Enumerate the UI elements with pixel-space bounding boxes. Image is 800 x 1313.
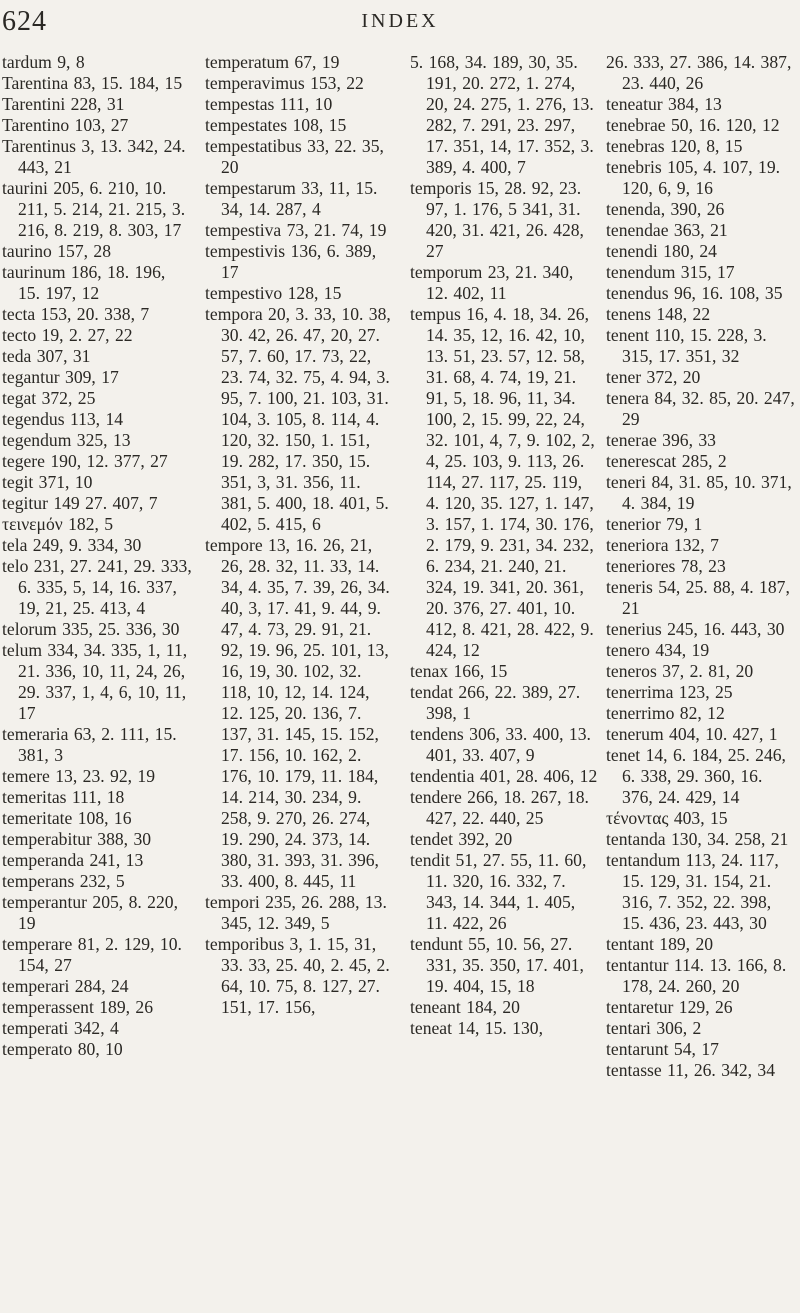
index-entry: tenenda, 390, 26 xyxy=(606,199,725,219)
index-entry: temeraria 63, 2. 111, 15. 381, 3 xyxy=(2,724,177,765)
index-entry: tentanda 130, 34. 258, 21 xyxy=(606,829,789,849)
index-entry: tentandum 113, 24. 117, 15. 129, 31. 154, 21. 316, 7. 352, 22. 398, 15. 436, 23. 443, 30 xyxy=(606,850,779,933)
index-entry: tendit 51, 27. 55, 11. 60, 11. 320, 16. 332, 7. 343, 14. 344, 1. 405, 11. 422, 26 xyxy=(410,850,587,933)
index-entry: temperabitur 388, 30 xyxy=(2,829,152,849)
index-entry: tenerrima 123, 25 xyxy=(606,682,733,702)
index-entry: temperatum 67, 19 xyxy=(205,52,340,72)
index-entry: Tarentino 103, 27 xyxy=(2,115,129,135)
index-entry: tenens 148, 22 xyxy=(606,304,711,324)
index-entry: temperari 284, 24 xyxy=(2,976,129,996)
index-entry: tendat 266, 22. 389, 27. 398, 1 xyxy=(410,682,581,723)
index-column-3 xyxy=(410,52,600,1039)
index-entry: tegantur 309, 17 xyxy=(2,367,119,387)
index-entry: tempestivis 136, 6. 389, 17 xyxy=(205,241,377,282)
index-entry: taurino 157, 28 xyxy=(2,241,112,261)
index-entry: teda 307, 31 xyxy=(2,346,91,366)
index-entry: tentant 189, 20 xyxy=(606,934,714,954)
index-entry: tentarunt 54, 17 xyxy=(606,1039,719,1059)
index-entry: tempestivo 128, 15 xyxy=(205,283,342,303)
index-entry: temporibus 3, 1. 15, 31, 33. 33, 25. 40, 2. 45, 2. 64, 10. 75, 8. 127, 27. 151, 17. 156, xyxy=(205,934,390,1017)
index-entry: telo 231, 27. 241, 29. 333, 6. 335, 5, 14, 16. 337, 19, 21, 25. 413, 4 xyxy=(2,556,192,618)
index-entry: tenendus 96, 16. 108, 35 xyxy=(606,283,783,303)
index-entry: tendere 266, 18. 267, 18. 427, 22. 440, 25 xyxy=(410,787,589,828)
index-entry: telum 334, 34. 335, 1, 11, 21. 336, 10, 11, 24, 26, 29. 337, 1, 4, 6, 10, 11, 17 xyxy=(2,640,188,723)
index-entry: temperavimus 153, 22 xyxy=(205,73,364,93)
index-entry: tegat 372, 25 xyxy=(2,388,96,408)
index-entry: tentantur 114. 13. 166, 8. 178, 24. 260, 20 xyxy=(606,955,787,996)
index-entry: teneriores 78, 23 xyxy=(606,556,726,576)
index-entry: Tarentinus 3, 13. 342, 24. 443, 21 xyxy=(2,136,186,177)
index-entry: taurini 205, 6. 210, 10. 211, 5. 214, 21. 215, 3. 216, 8. 219, 8. 303, 17 xyxy=(2,178,186,240)
index-entry: temere 13, 23. 92, 19 xyxy=(2,766,156,786)
index-entry: tentasse 11, 26. 342, 34 xyxy=(606,1060,776,1080)
index-entry: temperare 81, 2. 129, 10. 154, 27 xyxy=(2,934,182,975)
index-entry: tenera 84, 32. 85, 20. 247, 29 xyxy=(606,388,795,429)
index-entry: tenerae 396, 33 xyxy=(606,430,716,450)
index-entry: tempestiva 73, 21. 74, 19 xyxy=(205,220,387,240)
index-entry: tentari 306, 2 xyxy=(606,1018,702,1038)
index-entry: tardum 9, 8 xyxy=(2,52,85,72)
index-entry: Tarentini 228, 31 xyxy=(2,94,125,114)
index-entry: tempestarum 33, 11, 15. 34, 14. 287, 4 xyxy=(205,178,378,219)
index-entry: teneris 54, 25. 88, 4. 187, 21 xyxy=(606,577,790,618)
index-entry: temeritate 108, 16 xyxy=(2,808,132,828)
index-entry: telorum 335, 25. 336, 30 xyxy=(2,619,180,639)
index-entry: teneat 14, 15. 130, xyxy=(410,1018,543,1038)
index-entry: tempora 20, 3. 33, 10. 38, 30. 42, 26. 47, 20, 27. 57, 7. 60, 17. 73, 22, 23. 74, 32. 75, 4. 94, 3. 95, 7. 100, 21. 103, 31. 104, 3. 105, 8. 114, 4. 120, 32. 150, 1. 151, 19. 282, 17. 350, 15. 351, 3, 31. 356, 11. 381, 5. 400, 18. 401, 5. 402, 5. 415, 6 xyxy=(205,304,391,534)
index-entry: teneant 184, 20 xyxy=(410,997,520,1017)
index-entry: tenent 110, 15. 228, 3. 315, 17. 351, 32 xyxy=(606,325,767,366)
index-column-4 xyxy=(606,52,798,1081)
index-entry: teneri 84, 31. 85, 10. 371, 4. 384, 19 xyxy=(606,472,792,513)
index-entry: 26. 333, 27. 386, 14. 387, 23. 440, 26 xyxy=(606,52,792,93)
index-entry: temperassent 189, 26 xyxy=(2,997,154,1017)
index-entry: tentaretur 129, 26 xyxy=(606,997,733,1017)
index-entry: temperans 232, 5 xyxy=(2,871,125,891)
index-entry: tenebras 120, 8, 15 xyxy=(606,136,743,156)
index-entry: tenebris 105, 4. 107, 19. 120, 6, 9, 16 xyxy=(606,157,781,198)
index-entry: tenax 166, 15 xyxy=(410,661,508,681)
index-entry: tegere 190, 12. 377, 27 xyxy=(2,451,168,471)
index-entry: tecta 153, 20. 338, 7 xyxy=(2,304,150,324)
index-column-1 xyxy=(2,52,192,1060)
index-entry: temporis 15, 28. 92, 23. 97, 1. 176, 5 341, 31. 420, 31. 421, 26. 428, 27 xyxy=(410,178,584,261)
index-entry: temporum 23, 21. 340, 12. 402, 11 xyxy=(410,262,574,303)
index-entry: tenendi 180, 24 xyxy=(606,241,717,261)
index-entry: temperato 80, 10 xyxy=(2,1039,123,1059)
index-entry: tenero 434, 19 xyxy=(606,640,710,660)
index-entry: tener 372, 20 xyxy=(606,367,701,387)
index-entry: 5. 168, 34. 189, 30, 35. 191, 20. 272, 1. 274, 20, 24. 275, 1. 276, 13. 282, 7. 291, 23. 297, 17. 351, 14, 17. 352, 3. 389, 4. 400, 7 xyxy=(410,52,594,177)
index-entry: tela 249, 9. 334, 30 xyxy=(2,535,142,555)
index-entry: teneriora 132, 7 xyxy=(606,535,719,555)
index-entry: temeritas 111, 18 xyxy=(2,787,125,807)
index-entry: temperanda 241, 13 xyxy=(2,850,144,870)
running-head xyxy=(0,2,800,46)
index-entry: tenerescat 285, 2 xyxy=(606,451,727,471)
page-number: 624 xyxy=(2,6,47,37)
index-entry: tendunt 55, 10. 56, 27. 331, 35. 350, 17. 401, 19. 404, 15, 18 xyxy=(410,934,584,996)
index-entry: tenebrae 50, 16. 120, 12 xyxy=(606,115,780,135)
index-entry: tenerum 404, 10. 427, 1 xyxy=(606,724,778,744)
index-entry: temperati 342, 4 xyxy=(2,1018,119,1038)
index-entry: tegendus 113, 14 xyxy=(2,409,124,429)
index-entry: tenerior 79, 1 xyxy=(606,514,703,534)
index-entry: tenerius 245, 16. 443, 30 xyxy=(606,619,785,639)
index-entry: temperantur 205, 8. 220, 19 xyxy=(2,892,178,933)
index-entry: tecto 19, 2. 27, 22 xyxy=(2,325,133,345)
index-entry: tempore 13, 16. 26, 21, 26, 28. 32, 11. 33, 14. 34, 4. 35, 7. 39, 26, 34. 40, 3, 17. 41, 9. 44, 9. 47, 4. 73, 29. 91, 21. 92, 19. 96, 25. 101, 13, 16, 19, 30. 102, 32. 118, 10, 12, 14. 124, 12. 125, 20. 136, 7. 137, 31. 145, 15. 152, 17. 156, 10. 162, 2. 176, 10. 179, 11. 184, 14. 214, 30. 234, 9. 258, 9. 270, 26. 274, 19. 290, 24. 373, 14. 380, 31. 393, 31. 396, 33. 400, 8. 445, 11 xyxy=(205,535,390,891)
index-entry: tendet 392, 20 xyxy=(410,829,513,849)
index-entry: tendens 306, 33. 400, 13. 401, 33. 407, 9 xyxy=(410,724,591,765)
page-title: INDEX xyxy=(361,10,439,32)
index-entry: tendentia 401, 28. 406, 12 xyxy=(410,766,598,786)
index-entry: tempus 16, 4. 18, 34. 26, 14. 35, 12, 16. 42, 10, 13. 51, 23. 57, 12. 58, 31. 68, 4. 74, 19, 21. 91, 5, 18. 96, 11, 34. 100, 2, 15. 99, 22, 24, 32. 101, 4, 7, 9. 102, 2, 4, 25. 103, 9. 113, 26. 114, 27. 117, 25. 119, 4. 120, 35. 127, 1. 147, 3. 157, 1. 174, 30. 176, 2. 179, 9. 231, 34. 232, 6. 234, 21. 240, 21. 324, 19. 341, 20. 361, 20. 376, 27. 401, 10. 412, 8. 421, 28. 422, 9. 424, 12 xyxy=(410,304,595,660)
index-entry: teneatur 384, 13 xyxy=(606,94,722,114)
index-entry: τένοντας 403, 15 xyxy=(606,808,728,828)
index-entry: τεινεμόν 182, 5 xyxy=(2,514,114,534)
index-entry: tegitur 149 27. 407, 7 xyxy=(2,493,158,513)
index-entry: tempestas 111, 10 xyxy=(205,94,333,114)
index-column-2 xyxy=(205,52,395,1018)
index-entry: tenendum 315, 17 xyxy=(606,262,735,282)
index-entry: teneros 37, 2. 81, 20 xyxy=(606,661,754,681)
index-entry: tenendae 363, 21 xyxy=(606,220,728,240)
index-entry: taurinum 186, 18. 196, 15. 197, 12 xyxy=(2,262,166,303)
index-entry: tegit 371, 10 xyxy=(2,472,93,492)
index-entry: tempori 235, 26. 288, 13. 345, 12. 349, 5 xyxy=(205,892,387,933)
index-entry: tenet 14, 6. 184, 25. 246, 6. 338, 29. 360, 16. 376, 24. 429, 14 xyxy=(606,745,786,807)
index-entry: tenerrimo 82, 12 xyxy=(606,703,725,723)
index-entry: tegendum 325, 13 xyxy=(2,430,131,450)
index-entry: Tarentina 83, 15. 184, 15 xyxy=(2,73,183,93)
index-entry: tempestates 108, 15 xyxy=(205,115,347,135)
index-entry: tempestatibus 33, 22. 35, 20 xyxy=(205,136,384,177)
